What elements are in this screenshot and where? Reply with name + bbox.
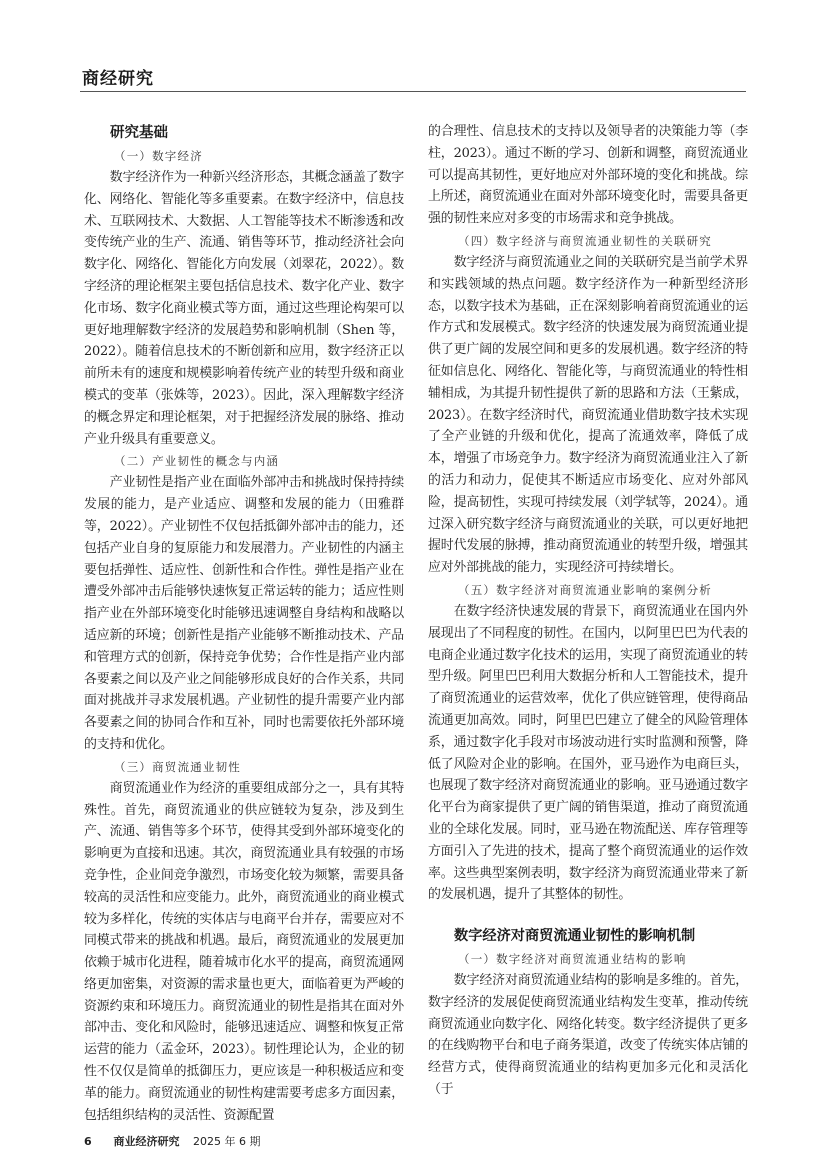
paragraph: 数字经济与商贸流通业之间的关联研究是当前学术界和实践领域的热点问题。数字经济作为一种新型经济形态，以数字技术为基础，正在深刻影响着商贸流通业的运作方式和发展模式。数字经济的快速发展为商贸流通业提供了更广阔的发展空间和更多的发展机遇。数字经济的特征如信息化、网络化、智能化等，与商贸流通业的特性相辅相成，为其提升韧性提供了新的思路和方法（王紫成，2023）。在数字经济时代，商贸流通业借助数字技术实现了全产业链的升级和优化，提高了流通效率，降低了成本，增强了市场竞争力。数字经济为商贸流通业注入了新的活力和动力，促使其不断适应市场变化、应对外部风险，提高韧性，实现可持续发展（刘学轼等，2024）。通过深入研究数字经济与商贸流通业的关联，可以更好地把握时代发展的脉搏，推动商贸流通业的转型升级，增强其应对外部挑战的能力，实现经济可持续增长。 xyxy=(428,254,748,576)
section-heading: 数字经济对商贸流通业韧性的影响机制 xyxy=(454,928,696,945)
journal-header-title: 商经研究 xyxy=(82,69,154,89)
subsection-heading: （二）产业韧性的概念与内涵 xyxy=(114,454,280,469)
left-column xyxy=(84,121,404,1126)
page-body xyxy=(84,121,748,1170)
page-footer xyxy=(84,1134,748,1170)
paragraph: 产业韧性是指产业在面临外部冲击和挑战时保持持续发展的能力，是产业适应、调整和发展的能力（田雅群等，2022）。产业韧性不仅包括抵御外部冲击的能力，还包括产业自身的复原能力和发展潜力。产业韧性的内涵主要包括弹性、适应性、创新性和合作性。弹性是指产业在遭受外部冲击后能够快速恢复正常运转的能力；适应性则指产业在外部环境变化时能够迅速调整自身结构和战略以适应新的环境；创新性是指产业能够不断推动技术、产品和管理方式的创新，保持竞争优势；合作性是指产业内部各要素之间以及产业之间能够形成良好的合作关系，共同面对挑战并寻求发展机遇。产业韧性的提升需要产业内部各要素之间的协同合作和互补，同时也需要依托外部环境的支持和优化。 xyxy=(84,475,404,752)
footer-issue: 2025 年 6 期 xyxy=(193,1135,261,1149)
section-heading: 研究基础 xyxy=(110,125,168,141)
paragraph-continued: 的合理性、信息技术的支持以及领导者的决策能力等（李柱，2023）。通过不断的学习、创新和调整，商贸流通业可以提高其韧性，更好地应对外部环境的变化和挑战。综上所述，商贸流通业在面对外部环境变化时，需要具备更强的韧性来应对多变的市场需求和竞争挑战。 xyxy=(428,124,748,227)
paragraph: 在数字经济快速发展的背景下，商贸流通业在国内外展现出了不同程度的韧性。在国内，以阿里巴巴为代表的电商企业通过数字化技术的运用，实现了商贸流通业的转型升级。阿里巴巴利用大数据分析和人工智能技术，提升了商贸流通业的运营效率，优化了供应链管理，使得商品流通更加高效。同时，阿里巴巴建立了健全的风险管理体系，通过数字化手段对市场波动进行实时监测和预警，降低了风险对企业的影响。在国外，亚马逊作为电商巨头，也展现了数字经济对商贸流通业的影响。亚马逊通过数字化平台为商家提供了更广阔的销售渠道，推动了商贸流通业的全球化发展。同时，亚马逊在物流配送、库存管理等方面引入了先进的技术，提高了整个商贸流通业的运作效率。这些典型案例表明，数字经济为商贸流通业带来了新的发展机遇，提升了其整体的韧性。 xyxy=(428,603,748,903)
subsection-heading: （一）数字经济对商贸流通业结构的影响 xyxy=(458,952,687,967)
right-column xyxy=(428,121,748,1101)
subsection-heading: （一）数字经济 xyxy=(114,149,203,163)
two-column-layout xyxy=(84,121,748,1126)
footer-journal-name: 商业经济研究 xyxy=(113,1135,180,1149)
subsection-heading: （四）数字经济与商贸流通业韧性的关联研究 xyxy=(458,233,712,248)
paragraph: 商贸流通业作为经济的重要组成部分之一，具有其特殊性。首先，商贸流通业的供应链较为复杂，涉及到生产、流通、销售等多个环节，使得其受到外部环境变化的影响更为直接和迅速。其次，商贸流通业具有较强的市场竞争性，企业间竞争激烈，市场变化较为频繁，需要具备较高的灵活性和应变能力。此外，商贸流通业的商业模式较为多样化，传统的实体店与电商平台并存，需要应对不同模式带来的挑战和机遇。最后，商贸流通业的发展更加依赖于城市化进程，随着城市化水平的提高，商贸流通网络更加密集，对资源的需求量也更大，面临着更为严峻的资源约束和环境压力。商贸流通业的韧性是指其在面对外部冲击、变化和风险时，能够迅速适应、调整和恢复正常运营的能力（孟金环，2023）。韧性理论认为，企业的韧性不仅仅是简单的抵御压力，更应该是一种积极适应和变革的能力。商贸流通业的韧性构建需要考虑多方面因素，包括组织结构的灵活性、资源配置 xyxy=(84,780,404,1123)
subsection-heading: （五）数字经济对商贸流通业影响的案例分析 xyxy=(458,582,712,597)
paragraph: 数字经济作为一种新兴经济形态，其概念涵盖了数字化、网络化、智能化等多重要素。在数字经济中，信息技术、互联网技术、大数据、人工智能等技术不断渗透和改变传统产业的生产、流通、销售等环节，推动经济社会向数字化、网络化、智能化方向发展（刘翠花，2022）。数字经济的理论框架主要包括信息技术、数字化产业、数字化市场、数字化商业模式等方面，通过这些理论构架可以更好地理解数字经济的发展趋势和影响机制（Shen 等，2022）。随着信息技术的不断创新和应用，数字经济正以前所未有的速度和规模影响着传统产业的转型升级和商业模式的变革（张姝等，2023）。因此，深入理解数字经济的概念界定和理论框架，对于把握经济发展的脉络、推动产业升级具有重要意义。 xyxy=(84,170,404,447)
page-number: 6 xyxy=(84,1135,92,1149)
paragraph: 数字经济对商贸流通业结构的影响是多维的。首先，数字经济的发展促使商贸流通业结构发生变革，推动传统商贸流通业向数字化、网络化转变。数字经济提供了更多的在线购物平台和电子商务渠道，改变了传统实体店铺的经营方式，使得商贸流通业的结构更加多元化和灵活化（于 xyxy=(428,973,748,1098)
subsection-heading: （三）商贸流通业韧性 xyxy=(114,759,241,774)
header-rule xyxy=(80,91,746,92)
